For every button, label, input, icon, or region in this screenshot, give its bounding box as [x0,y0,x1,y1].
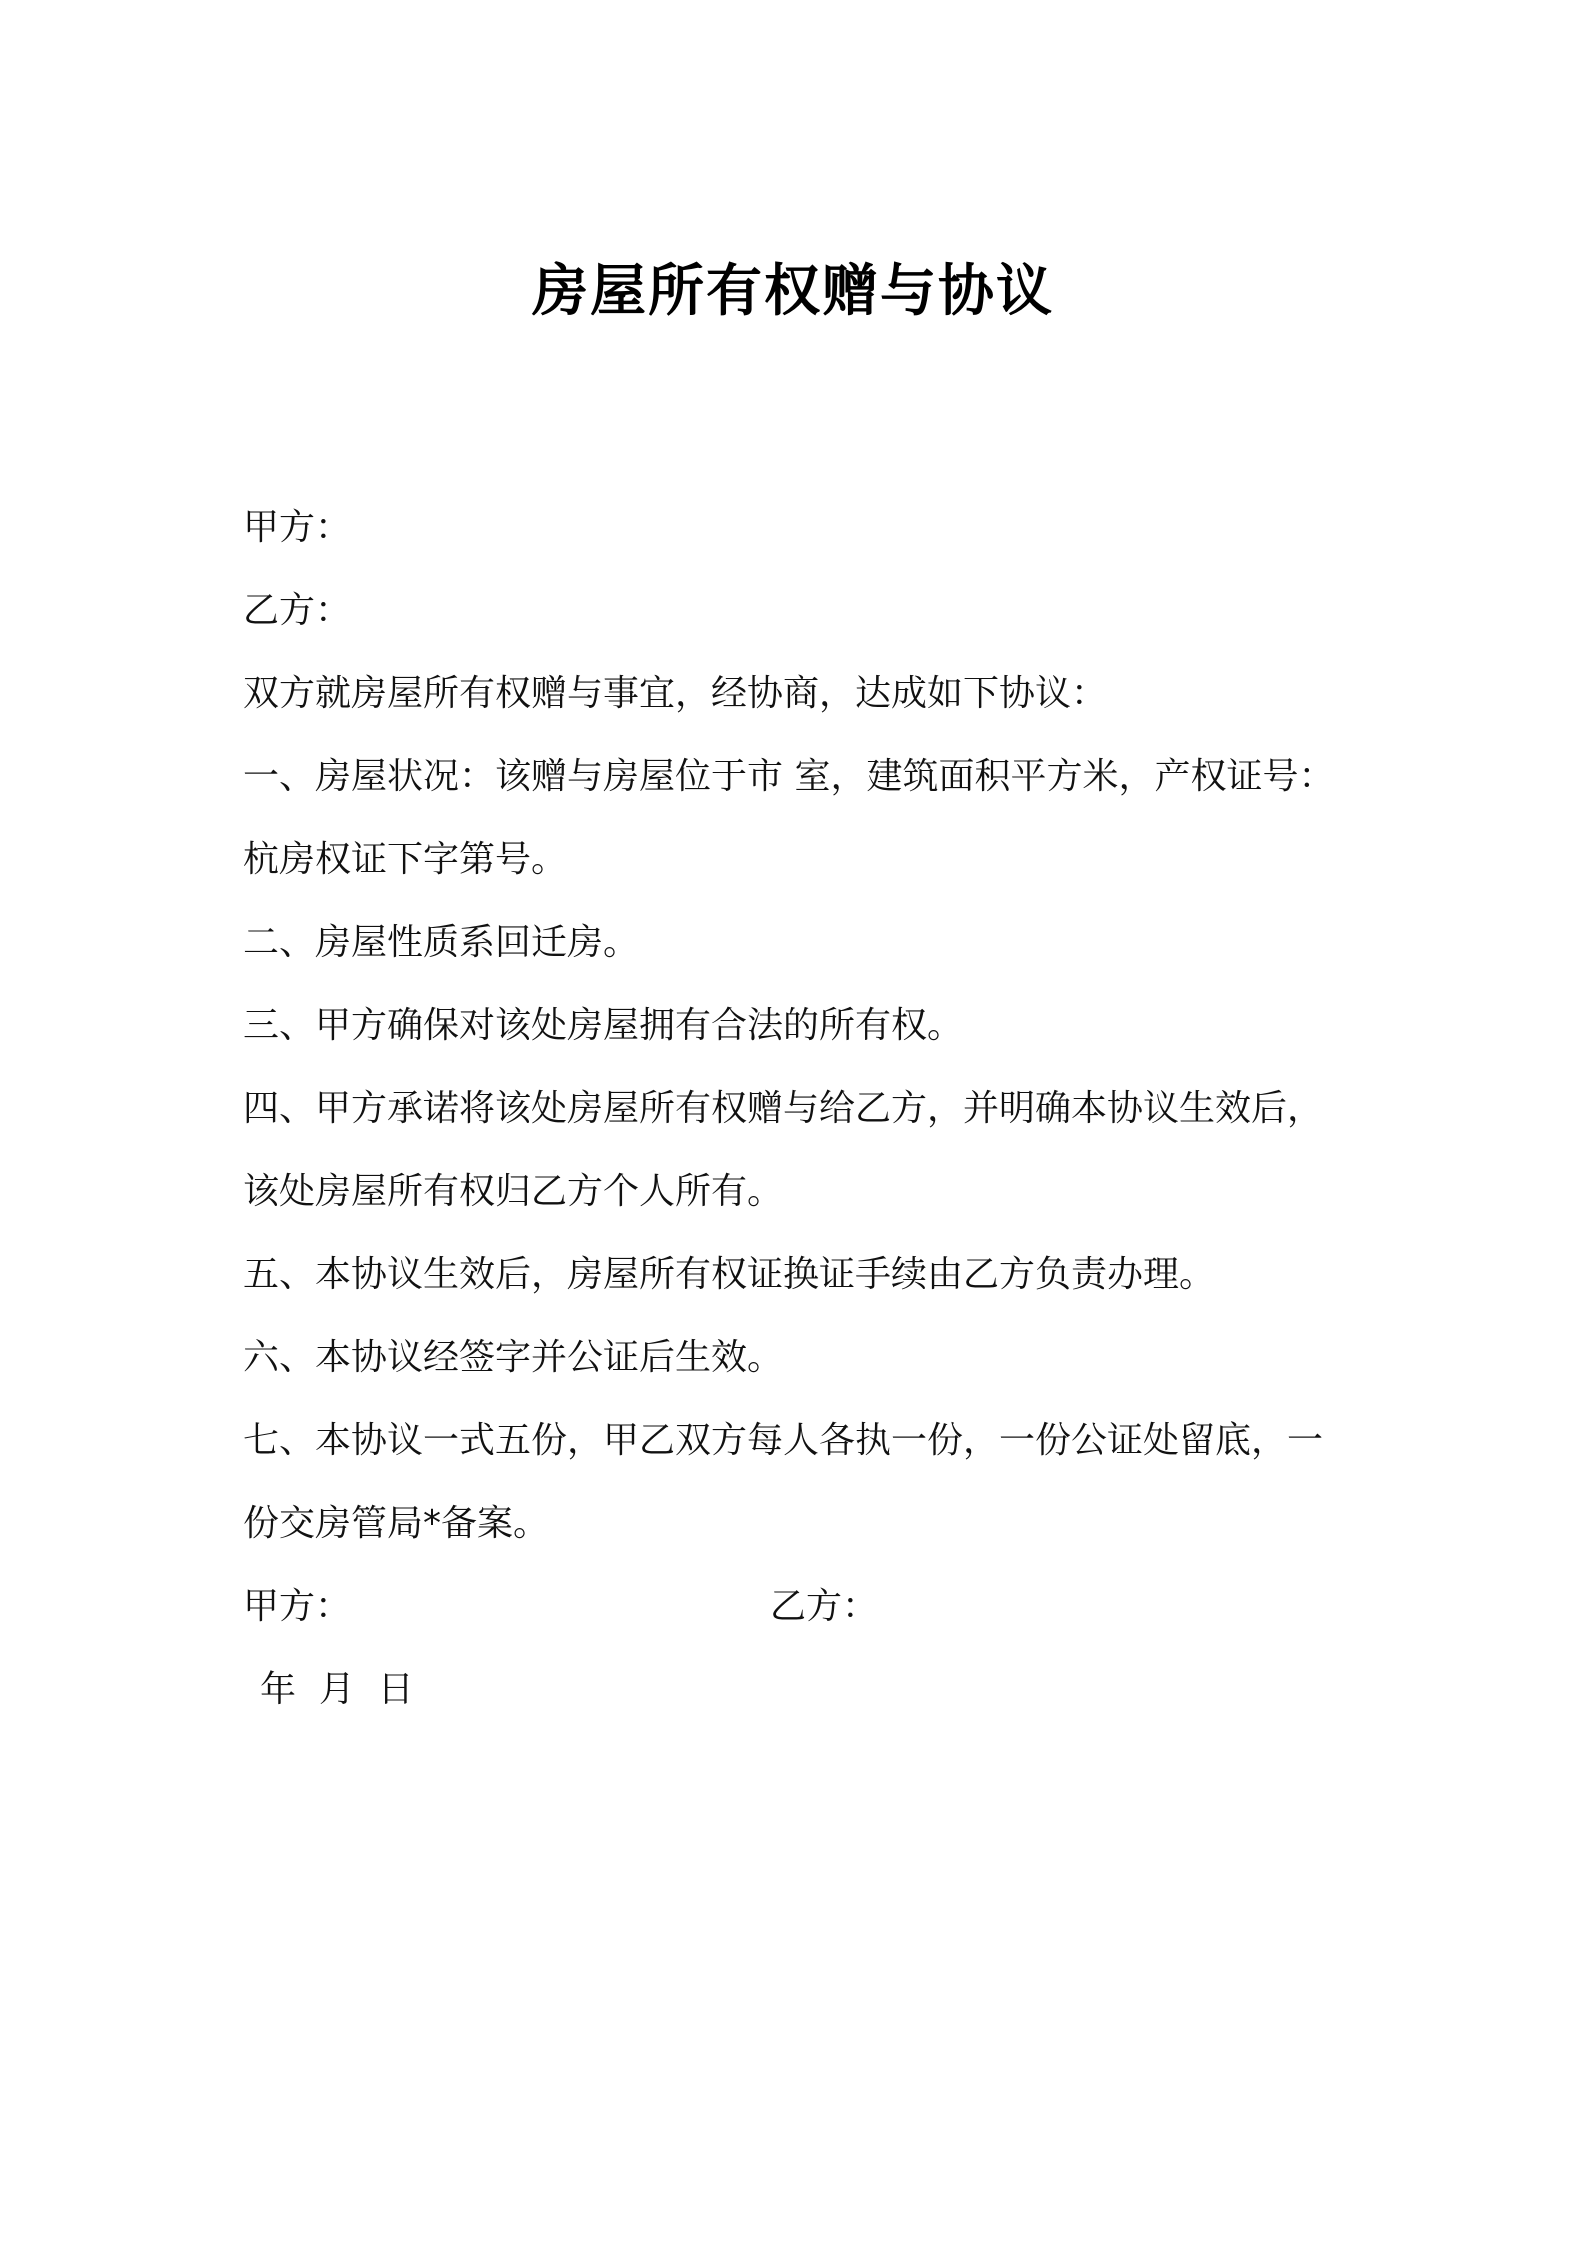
clause-7-line-1: 七、本协议一式五份，甲乙双方每人各执一份，一份公证处留底，一 [243,1420,1324,1461]
clause-7-line-2: 份交房管局*备案。 [243,1503,550,1544]
party-b-label: 乙方： [243,590,352,631]
clause-5: 五、本协议生效后，房屋所有权证换证手续由乙方负责办理。 [243,1254,1216,1295]
clause-6: 六、本协议经签字并公证后生效。 [243,1337,784,1378]
clause-4-line-1: 四、甲方承诺将该处房屋所有权赠与给乙方，并明确本协议生效后， [243,1088,1324,1129]
intro-paragraph: 双方就房屋所有权赠与事宜，经协商，达成如下协议： [243,673,1108,714]
signature-party-a: 甲方： [243,1586,352,1627]
signature-date: 年 月 日 [260,1669,414,1710]
signature-party-b: 乙方： [770,1586,879,1627]
clause-1-line-2: 杭房权证下字第号。 [243,839,568,880]
clause-4-line-2: 该处房屋所有权归乙方个人所有。 [243,1171,784,1212]
clause-2: 二、房屋性质系回迁房。 [243,922,640,963]
clause-3: 三、甲方确保对该处房屋拥有合法的所有权。 [243,1005,964,1046]
document-title: 房屋所有权赠与协议 [532,259,1054,324]
clause-1-line-1: 一、房屋状况：该赠与房屋位于市 室，建筑面积平方米，产权证号： [243,756,1335,797]
party-a-label: 甲方： [243,507,352,548]
